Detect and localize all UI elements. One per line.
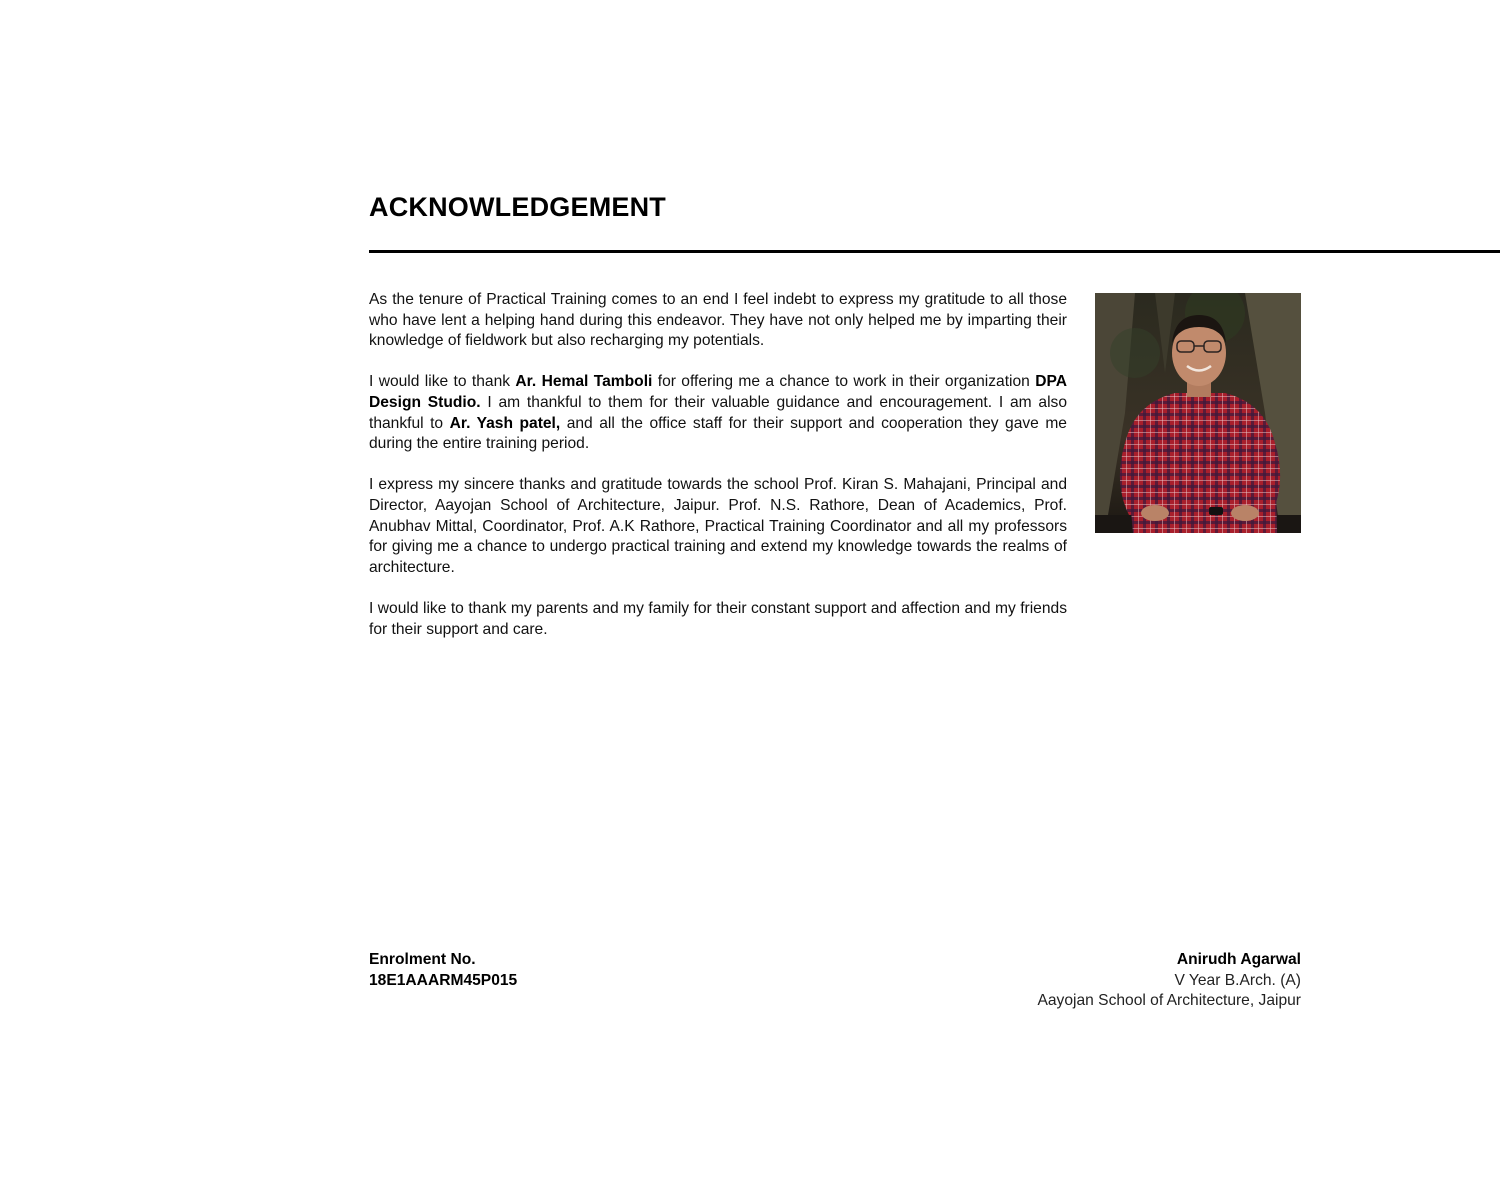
author-institution: Aayojan School of Architecture, Jaipur [1037,992,1301,1010]
acknowledgement-body [369,290,1067,661]
signature-block [1037,950,1301,1012]
body-paragraph [369,290,1067,352]
paragraph-text: I am thankful to them for their valuable guidance and encouragement. I am also thankful to [369,393,1068,432]
emphasized-name: DPA Design Studio. [369,373,1067,411]
page-title: ACKNOWLEDGEMENT [369,192,666,222]
enrolment-block [369,950,517,991]
author-name: Anirudh Agarwal [1176,951,1301,968]
body-paragraph [369,599,1067,640]
emphasized-name: Ar. Hemal Tamboli [515,373,653,391]
emphasized-name: Ar. Yash patel, [449,414,561,432]
paragraph-text: and all the office staff for their support and cooperation they gave me during the entire training period. [369,414,1067,453]
title-divider [369,250,1500,253]
body-paragraph [369,372,1067,454]
paragraph-text: I express my sincere thanks and gratitude towards the school Prof. Kiran S. Mahajani, Principal and Director, Aayojan School of Architecture, Jaipur. Prof. N.S. Rathore, Dean of Academics, Prof. Anubhav Mittal, Coordinator, Prof. A.K Rathore, Practical Training Coordinator and all my professors for giving me a chance to undergo practical training and extend my knowledge towards the realms of architecture. [369,476,1067,576]
body-paragraph [369,475,1067,578]
paragraph-text: for offering me a chance to work in their organization [652,373,1036,391]
paragraph-text: I would like to thank [369,373,516,391]
enrolment-label: Enrolment No. [369,951,476,968]
enrolment-number: 18E1AAARM45P015 [369,971,518,989]
paragraph-text: As the tenure of Practical Training comes to an end I feel indebt to express my gratitude to all those who have lent a helping hand during this endeavor. They have not only helped me by imparting their knowledge of fieldwork but also recharging my potentials. [369,291,1067,350]
author-year: V Year B.Arch. (A) [1174,971,1301,989]
author-photo [1095,293,1301,533]
paragraph-text: I would like to thank my parents and my family for their constant support and affection and my friends for their support and care. [369,599,1067,638]
